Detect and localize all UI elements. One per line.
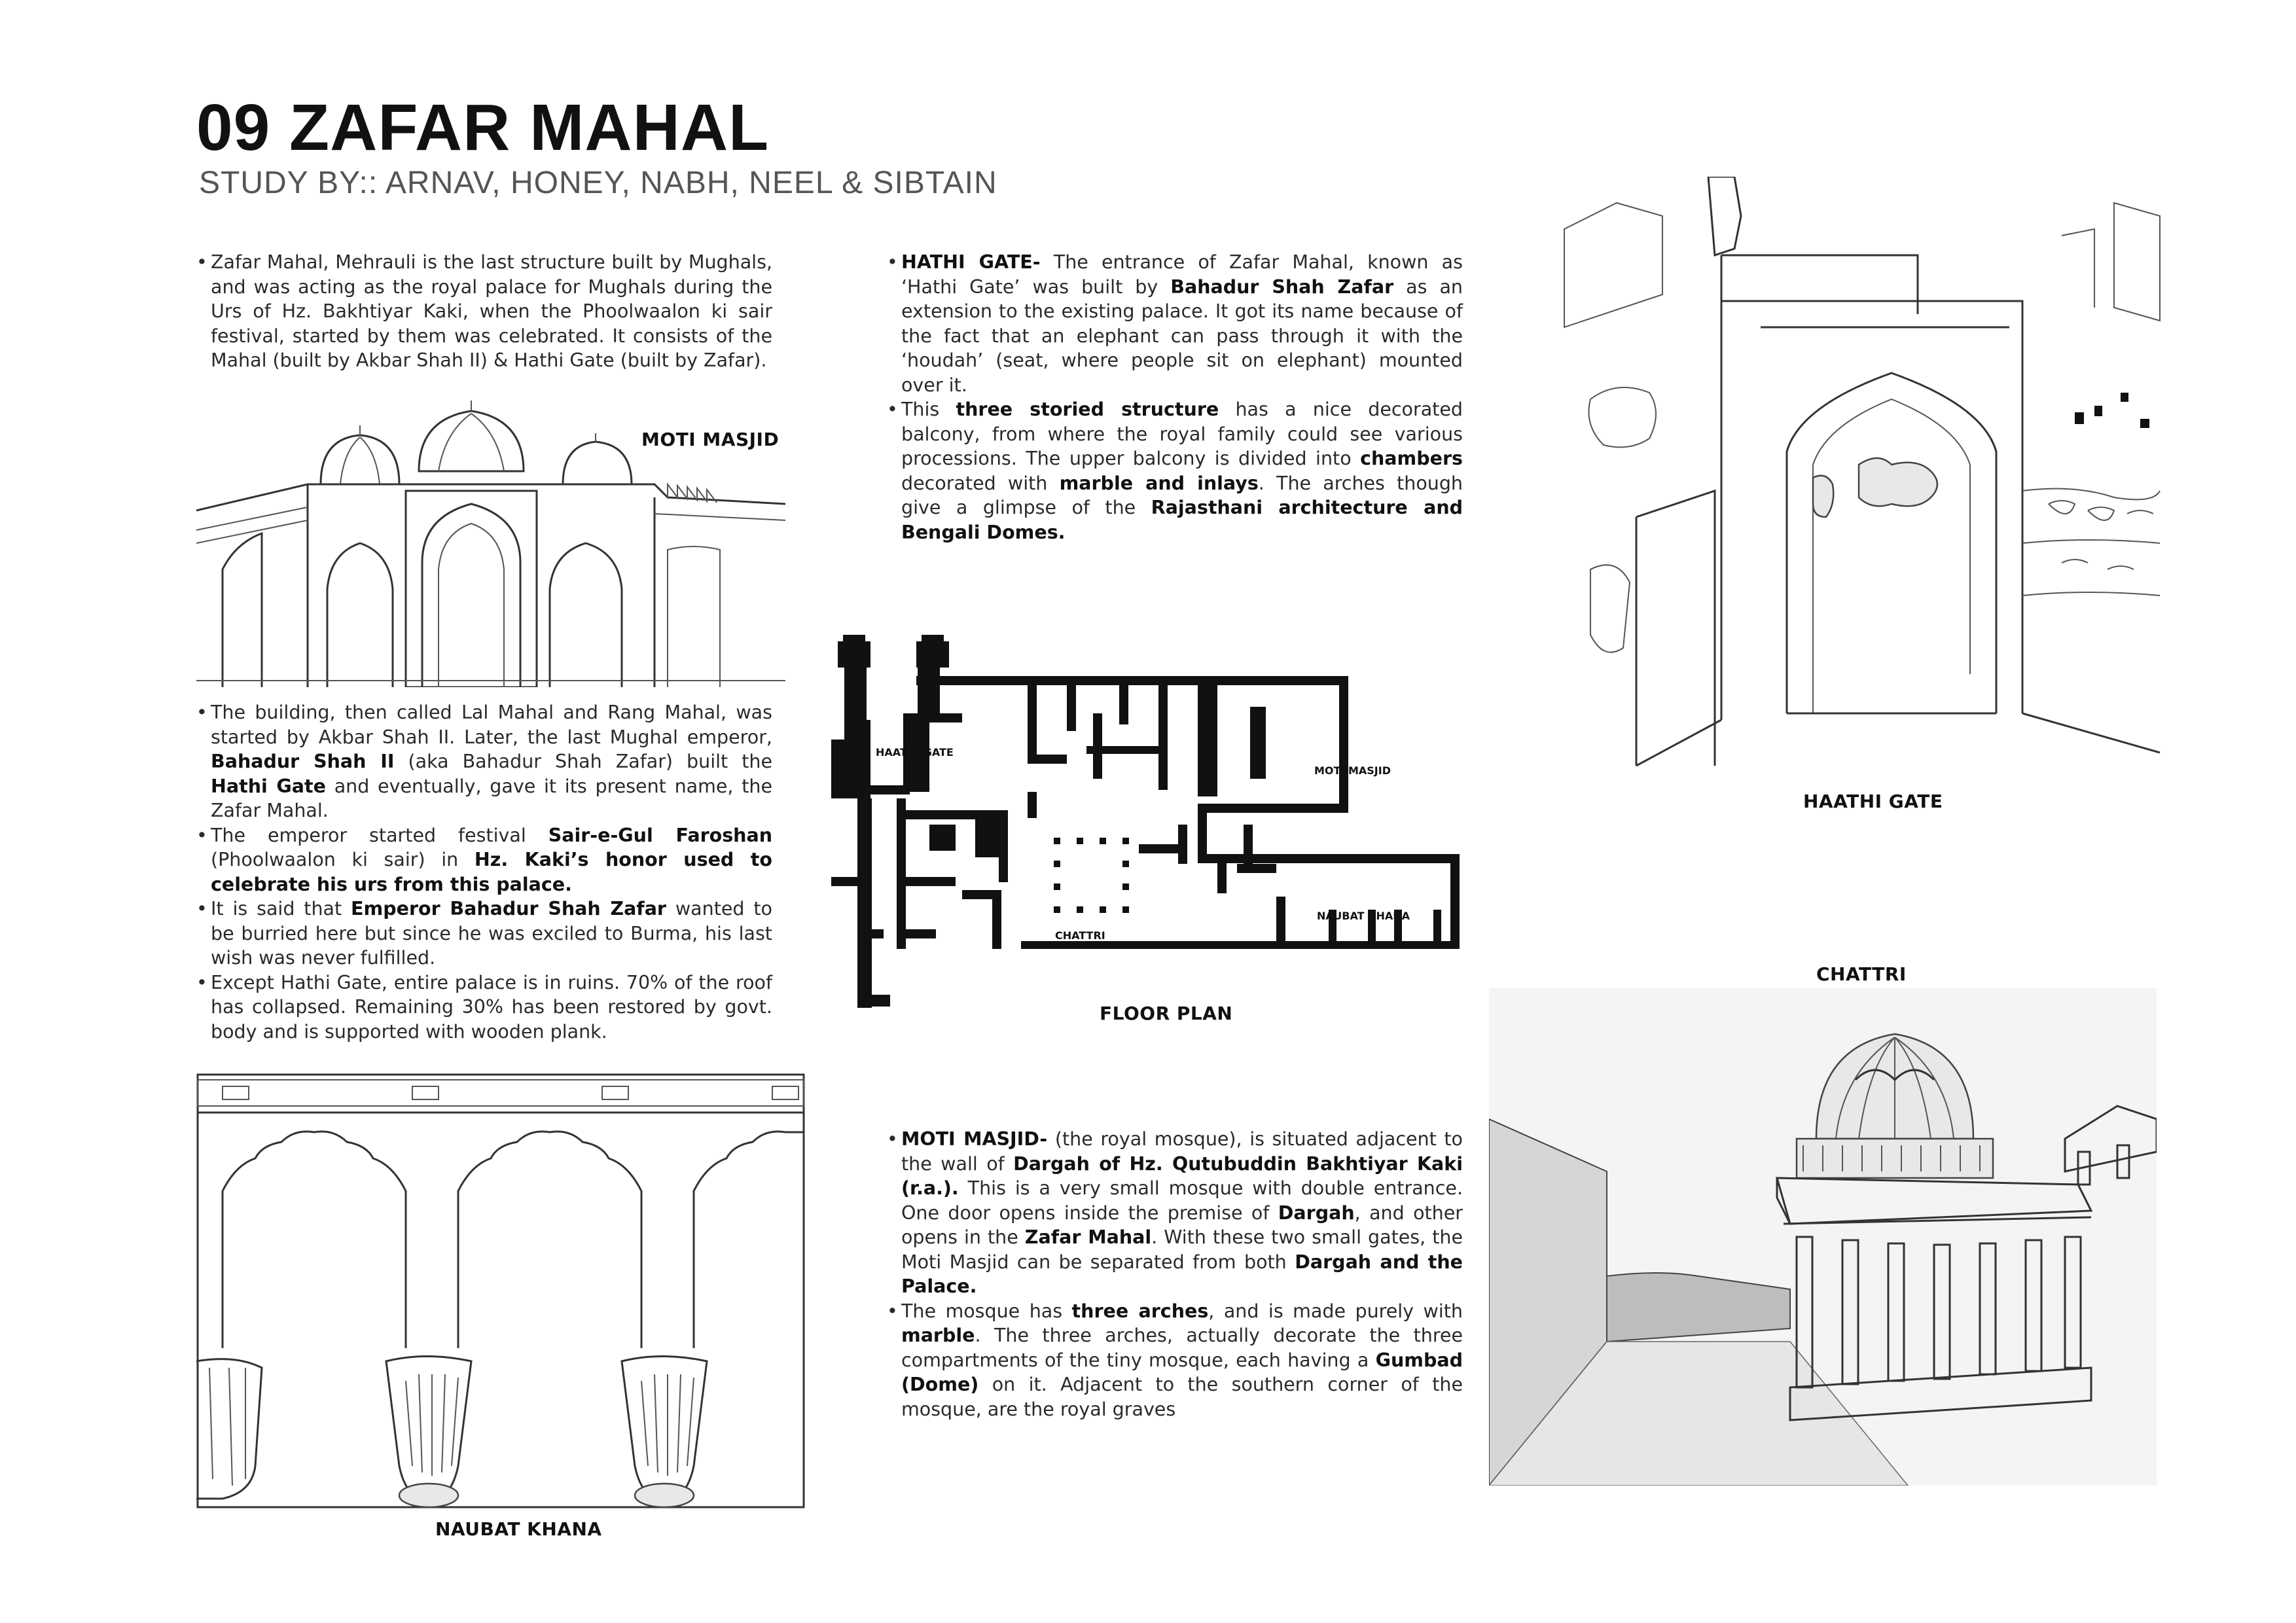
floor-plan [831,628,1486,1054]
page-subtitle: STUDY BY:: ARNAV, HONEY, NABH, NEEL & SIBTAIN [199,166,997,200]
hathi-gate-bullet: • HATHI GATE- The entrance of Zafar Mahal, known as ‘Hathi Gate’ was built by Bahadur Shah Zafar as an extension to the existing palace. It got its name because of the fact that an elephant can pass through it with the ‘houdah’ (seat, where people sit on elephant) mounted over it. [887,250,1463,397]
history-bullet: • Except Hathi Gate, entire palace is in ruins. 70% of the roof has collapsed. Remaining 30% has been restored by govt. body and is supported with wooden plank. [196,971,772,1044]
moti-masjid-caption: MOTI MASJID [641,429,780,450]
moti-masjid-bullet: • The mosque has three arches, and is made purely with marble. The three arches, actually decorate the three compartments of the tiny mosque, each having a Gumbad (Dome) on it. Adjacent to the southern corner of the mosque, are the royal graves [887,1299,1463,1422]
plan-label-moti-masjid: MOTI MASJID [1314,764,1391,777]
plan-label-chattri: CHATTRI [1055,929,1105,942]
haathi-gate-caption: HAATHI GATE [1803,791,1943,812]
history-list [196,700,772,1044]
chattri-caption: CHATTRI [1816,963,1907,985]
naubat-khana-sketch [196,1073,805,1508]
history-bullet: • The building, then called Lal Mahal and Rang Mahal, was started by Akbar Shah II. Later, the last Mughal emperor, Bahadur Shah II (aka Bahadur Shah Zafar) built the Hathi Gate and eventually, gave it its present name, the Zafar Mahal. [196,700,772,823]
plan-label-naubat-khana: NAUBAT KHANA [1317,910,1410,922]
history-bullet: • It is said that Emperor Bahadur Shah Zafar wanted to be burried here but since he was exciled to Burma, his last wish was never fulfilled. [196,897,772,971]
moti-masjid-list [887,1127,1463,1421]
moti-masjid-bullet: • MOTI MASJID- (the royal mosque), is situated adjacent to the wall of Dargah of Hz. Qutubuddin Bakhtiyar Kaki (r.a.). This is a very small mosque with double entrance. One door opens inside the premise of Dargah, and other opens in the Zafar Mahal. With these two small gates, the Moti Masjid can be separated from both Dargah and the Palace. [887,1127,1463,1299]
haathi-gate-sketch [1551,177,2166,785]
history-bullet: • The emperor started festival Sair-e-Gul Faroshan (Phoolwaalon ki sair) in Hz. Kaki’s honor used to celebrate his urs from this palace. [196,823,772,897]
naubat-khana-caption: NAUBAT KHANA [435,1518,602,1540]
moti-masjid-sketch [196,399,785,687]
floor-plan-caption: FLOOR PLAN [1100,1003,1233,1024]
plan-label-hathi-gate: HAATHI GATE [876,746,954,758]
page-title: 09 ZAFAR MAHAL [196,91,770,164]
intro-list [196,250,772,373]
hathi-gate-list [887,250,1463,544]
chattri-sketch [1489,988,2157,1486]
hathi-gate-bullet: • This three storied structure has a nice decorated balcony, from where the royal family could see various processions. The upper balcony is divided into chambers decorated with marble and inlays. The arches though give a glimpse of the Rajasthani architecture and Bengali Domes. [887,397,1463,544]
intro-bullet: • Zafar Mahal, Mehrauli is the last structure built by Mughals, and was acting as the royal palace for Mughals during the Urs of Hz. Bakhtiyar Kaki, when the Phoolwaalon ki sair festival, started by them was celebrated. It consists of the Mahal (built by Akbar Shah II) & Hathi Gate (built by Zafar). [196,250,772,373]
